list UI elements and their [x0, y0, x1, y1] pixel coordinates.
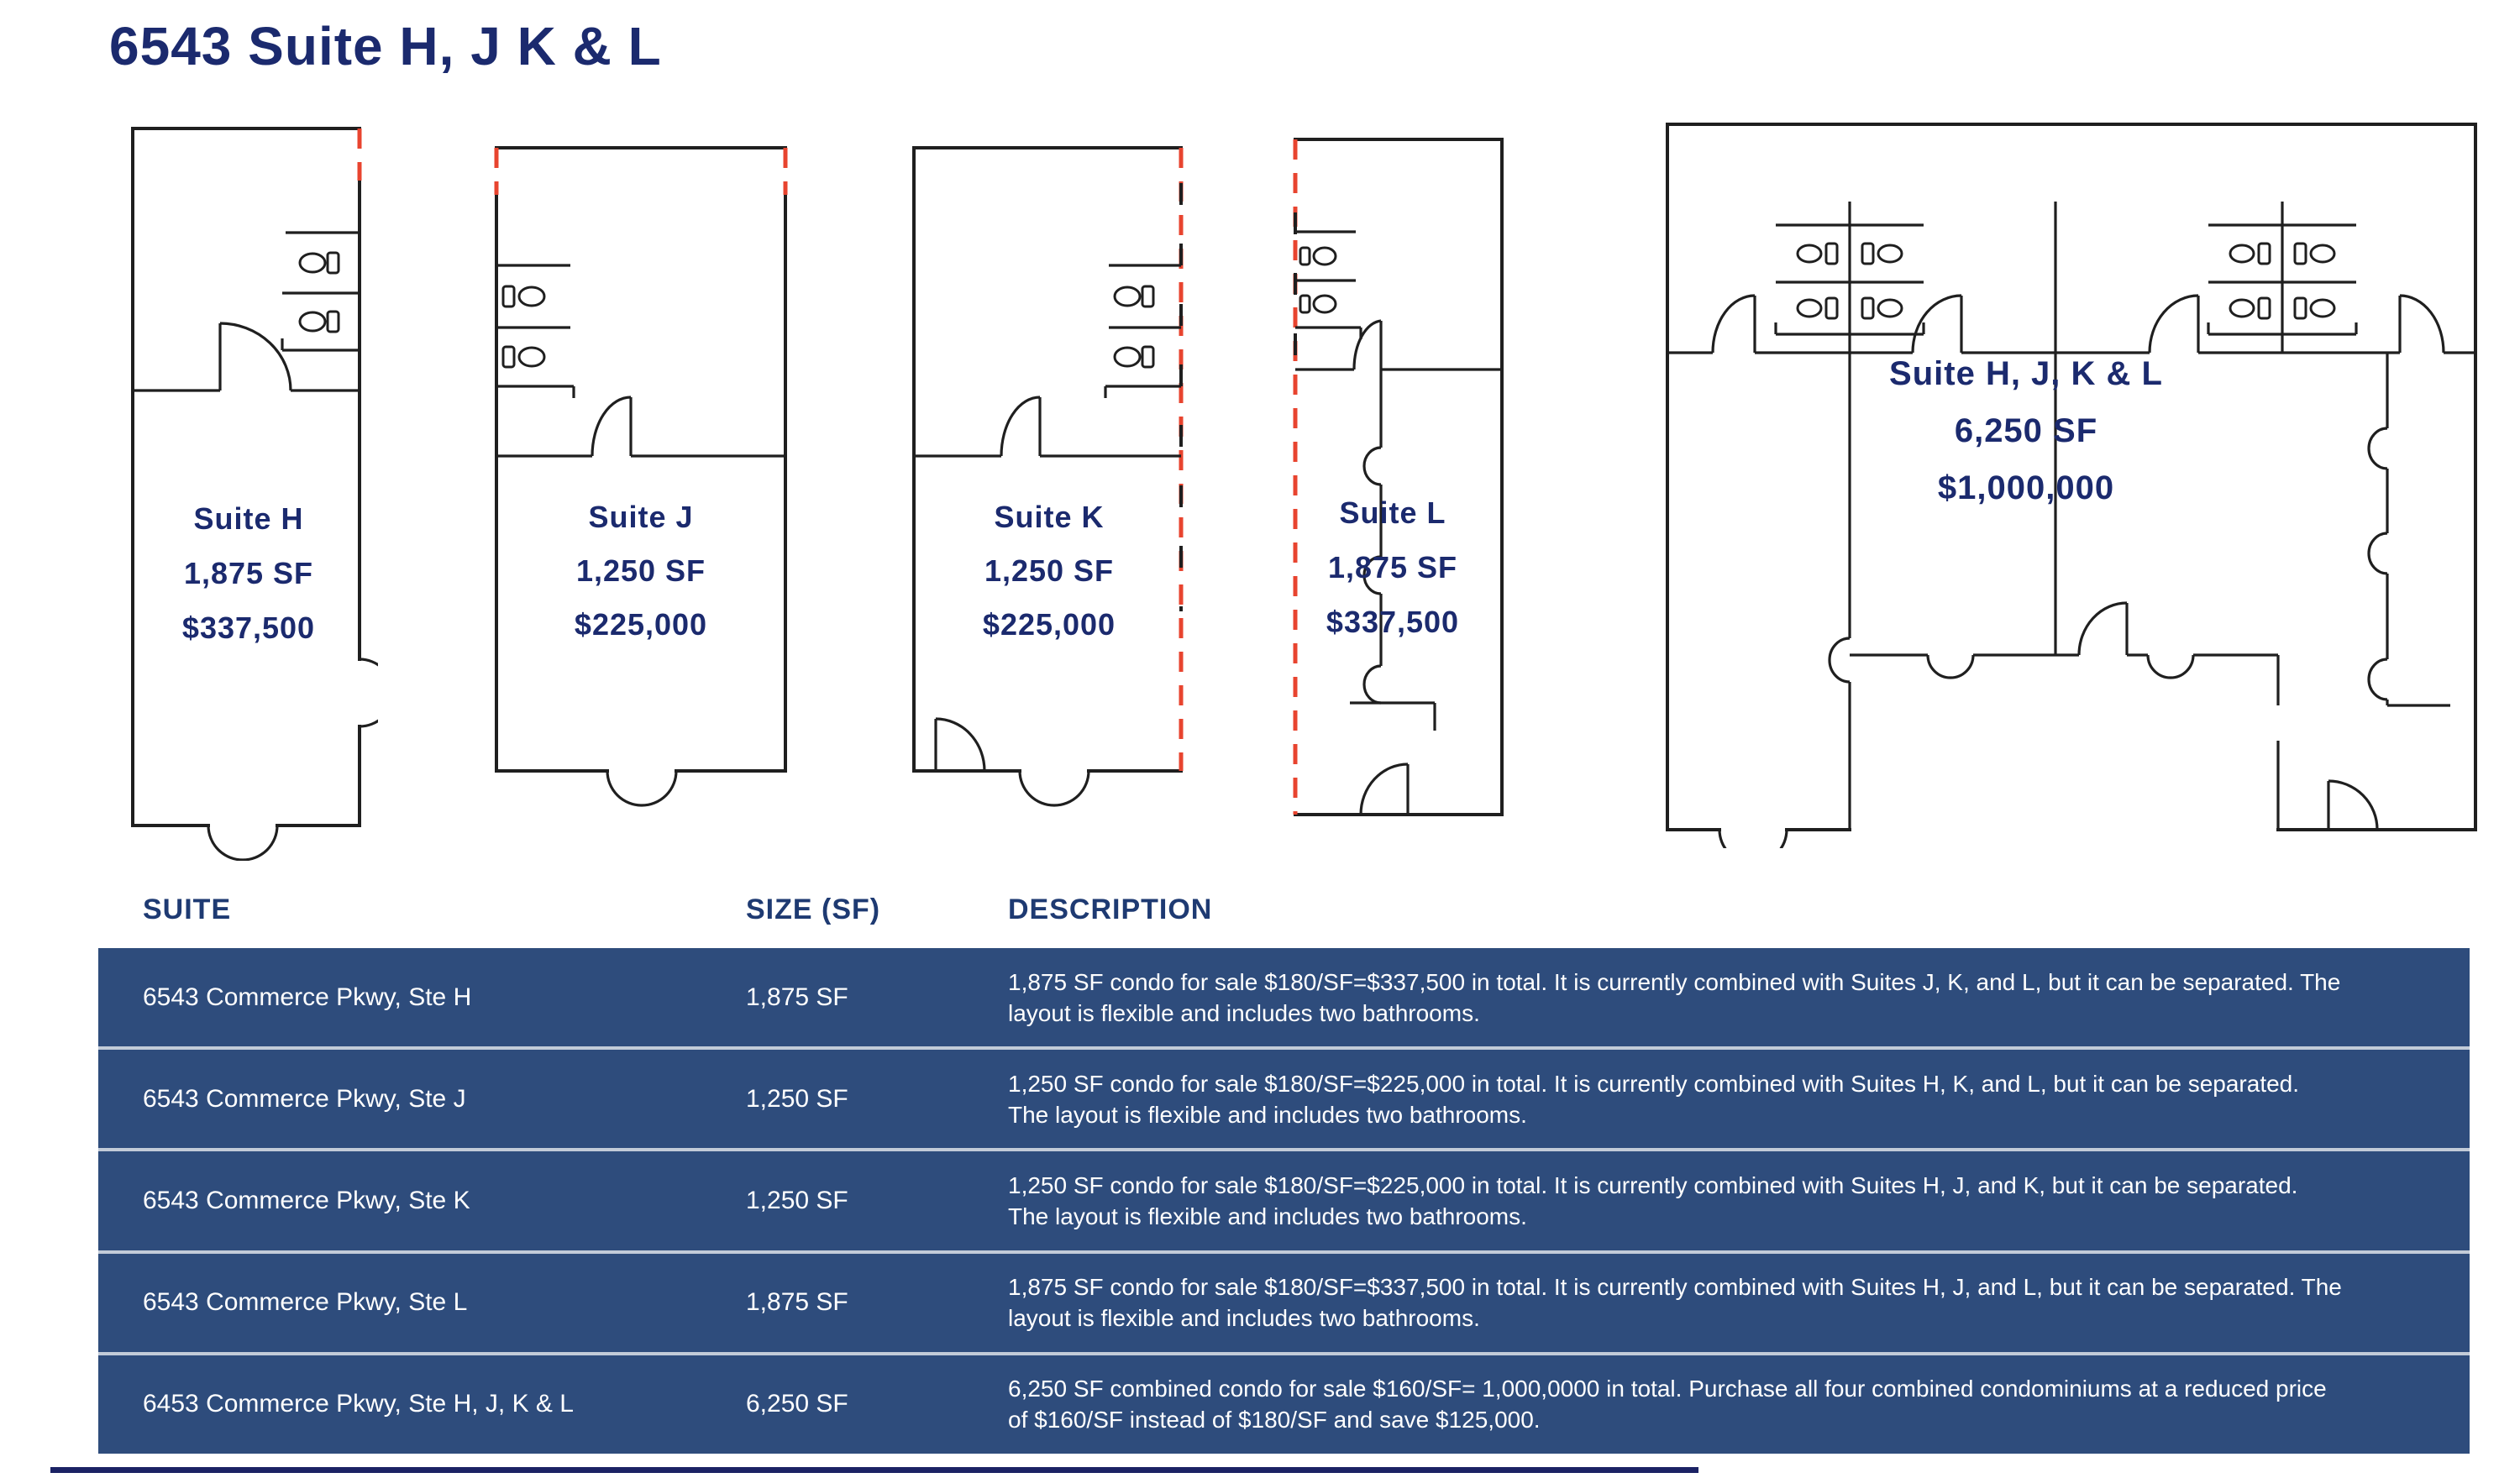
cell-suite: 6453 Commerce Pkwy, Ste H, J, K & L — [143, 1390, 574, 1418]
suite-k-floorplan-drawing — [911, 141, 1188, 813]
toilet-icon — [1300, 248, 1336, 265]
cell-suite: 6543 Commerce Pkwy, Ste K — [143, 1187, 470, 1214]
toilet-icon — [503, 286, 544, 307]
toilet-icon — [300, 253, 339, 273]
suite-j-floorplan-drawing — [490, 141, 792, 813]
suite-table — [98, 948, 2470, 1454]
floorplan-suite-combined — [1661, 118, 2484, 848]
suite-h-floorplan-drawing — [126, 122, 378, 861]
suite-k-size: 1,250 SF — [984, 553, 1115, 588]
suite-combined-size: 6,250 SF — [1954, 412, 2098, 449]
table-row — [98, 948, 2470, 1046]
cell-description: 1,250 SF condo for sale $180/SF=$225,000 in total. It is currently combined with Suites H, J, and K, but it can be separated. The layout is flexible and includes two bathrooms. — [1008, 1172, 2298, 1229]
toilet-icon — [2230, 244, 2270, 264]
suite-k-price: $225,000 — [982, 607, 1116, 642]
table-row — [98, 1352, 2470, 1454]
cell-size: 1,875 SF — [746, 1288, 848, 1317]
toilet-icon — [1862, 244, 1902, 264]
suite-h-price: $337,500 — [181, 611, 316, 645]
toilet-icon — [2295, 298, 2334, 318]
suite-j-name: Suite J — [588, 500, 694, 534]
suite-l-size: 1,875 SF — [1327, 550, 1458, 584]
suite-k-name: Suite K — [994, 500, 1105, 534]
table-row — [98, 1046, 2470, 1148]
cell-suite: 6543 Commerce Pkwy, Ste L — [143, 1288, 468, 1317]
suite-combined-name: Suite H, J, K & L — [1889, 355, 2163, 392]
suite-j-size: 1,250 SF — [575, 553, 706, 588]
cell-description: 1,250 SF condo for sale $180/SF=$225,000 in total. It is currently combined with Suites H, K, and L, but it can be separated. The layout is flexible and includes two bathrooms. — [1008, 1070, 2300, 1128]
toilet-icon — [2230, 298, 2270, 318]
suite-l-price: $337,500 — [1326, 605, 1460, 639]
cell-size: 1,875 SF — [746, 983, 848, 1011]
cell-description: 6,250 SF combined condo for sale $160/SF= 1,000,0000 in total. Purchase all four combined condominiums at a reduced price of $160/SF instead of $180/SF and save $125,000. — [1008, 1376, 2327, 1433]
cell-description: 1,875 SF condo for sale $180/SF=$337,500 in total. It is currently combined with Suites H, J, and L, but it can be separated. The layout is flexible and includes two bathrooms. — [1008, 1274, 2342, 1332]
toilet-icon — [1115, 347, 1153, 367]
toilet-icon — [1115, 286, 1153, 307]
toilet-icon — [1862, 298, 1902, 318]
cell-suite: 6543 Commerce Pkwy, Ste H — [143, 983, 472, 1011]
cell-suite: 6543 Commerce Pkwy, Ste J — [143, 1084, 466, 1113]
toilet-icon — [300, 312, 339, 332]
floorplan-suite-l — [1290, 133, 1509, 863]
cell-size: 6,250 SF — [746, 1390, 848, 1418]
table-header-row — [98, 888, 2470, 930]
column-header-description: DESCRIPTION — [1008, 893, 1213, 925]
toilet-icon — [503, 347, 544, 367]
toilet-icon — [1798, 244, 1837, 264]
column-header-suite: SUITE — [143, 893, 232, 925]
toilet-icon — [1300, 296, 1336, 312]
cell-description: 1,875 SF condo for sale $180/SF=$337,500 in total. It is currently combined with Suites J, K, and L, but it can be separated. The layout is flexible and includes two bathrooms. — [1008, 968, 2341, 1026]
suite-h-name: Suite H — [193, 501, 304, 536]
cell-size: 1,250 SF — [746, 1187, 848, 1214]
toilet-icon — [1798, 298, 1837, 318]
floorplan-suite-k — [911, 141, 1188, 813]
cell-size: 1,250 SF — [746, 1084, 848, 1113]
table-row — [98, 1148, 2470, 1250]
toilet-icon — [2295, 244, 2334, 264]
page-title: 6543 Suite H, J K & L — [109, 16, 662, 76]
footer-rule — [50, 1467, 1698, 1473]
suite-combined-price: $1,000,000 — [1937, 469, 2115, 506]
column-header-size: SIZE (SF) — [746, 893, 881, 925]
suite-l-floorplan-drawing — [1290, 133, 1509, 863]
suite-h-size: 1,875 SF — [183, 556, 314, 590]
table-row — [98, 1250, 2470, 1352]
combined-floorplan-drawing — [1661, 118, 2484, 848]
floorplan-suite-h — [126, 122, 378, 861]
floorplan-suite-j — [490, 141, 792, 813]
suite-l-name: Suite L — [1339, 495, 1446, 530]
suite-j-price: $225,000 — [574, 607, 708, 642]
